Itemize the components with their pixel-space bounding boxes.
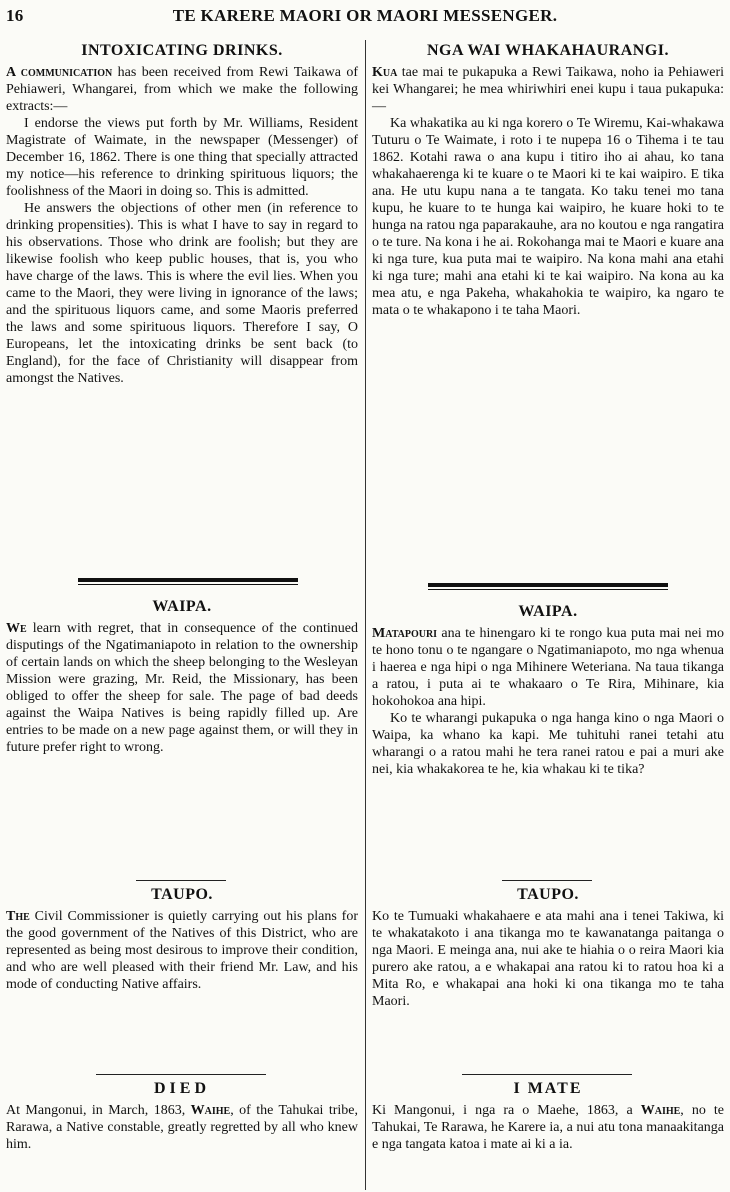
paragraph-text: learn with regret, that in consequence of the continued disputings of the Ngatimaniapoto in relation to the ownership of certain lands on which the sheep belonging to the Wesleyan Mission were grazing, Mr. Reid, the Missionary, has been obliged to offer the sheep for sale. The page of bad deeds against the Waipa Natives is being rapidly filled up. Are entries to be made on a new page against them, or will they in future prefer right to wrong. — [6, 621, 358, 755]
section-rule — [136, 880, 226, 881]
article-paragraph — [6, 1102, 358, 1153]
running-title: TE KARERE MAORI OR MAORI MESSENGER. — [172, 6, 558, 25]
paragraph-text: Ki Mangonui, i nga ra o Maehe, 1863, a — [372, 1103, 641, 1118]
person-name: Waihe — [640, 1103, 681, 1118]
page-number: 16 — [6, 6, 24, 25]
notice-died — [6, 1080, 358, 1153]
article-paragraph — [6, 908, 358, 993]
article-taupo — [6, 886, 358, 993]
section-rule — [462, 1074, 632, 1075]
person-name: Waihe — [190, 1103, 231, 1118]
lead-word: The — [6, 909, 30, 924]
paragraph-text: , no te Tahukai, Te Rarawa, he Karere ia, a nui atu tona manaakitanga e nga tangata katoa i mate ai ki a ia. — [372, 1103, 724, 1152]
section-rule — [78, 578, 298, 582]
article-taupo-maori — [372, 886, 724, 1010]
article-paragraph: He answers the objections of other men (in reference to drinking propensities). This is what I have to say in regard to his observations. Those who drink are foolish; but they are likewise foolish who keep public houses, that is, you who have charge of the laws. This is where the evil lies. When you came to the Maori, they were living in ignorance of the laws; and the spirituous liquors came, and some Maoris preferred the laws and some spirituous liquors. Therefore I say, O Europeans, let the intoxicating drinks be sent back (to England), for the face of Christianity will disappear from amongst the Natives. — [6, 201, 358, 386]
lead-word: Kua — [372, 65, 398, 80]
article-title: DIED — [153, 1080, 210, 1097]
article-title: WAIPA. — [518, 603, 578, 620]
paragraph-text: Civil Commissioner is quietly carrying out his plans for the good government of the Natives of this District, who are represented as being most desirous to improve their condition, and who are well pleased with their friend Mr. Law, and his mode of conducting Native affairs. — [6, 909, 358, 992]
article-title: INTOXICATING DRINKS. — [81, 42, 283, 59]
article-paragraph — [6, 64, 358, 115]
paragraph-text: tae mai te pukapuka a Rewi Taikawa, noho ia Pehiaweri kei Whangarei; he mea whiriwhiri enei kupu i taua pukapuka:— — [372, 65, 724, 114]
paragraph-text: At Mangonui, in March, 1863, — [6, 1103, 191, 1118]
article-paragraph — [372, 625, 724, 710]
lead-word: We — [6, 621, 27, 636]
article-title: NGA WAI WHAKAHAURANGI. — [427, 42, 669, 59]
lead-word: A communication — [6, 65, 113, 80]
section-rule — [96, 1074, 266, 1075]
article-intoxicating-drinks — [6, 42, 358, 387]
article-paragraph: Ka whakatika au ki nga korero o Te Wiremu, Kai-whakawa Tuturu o Te Waimate, i roto i te nupepa 16 o Tihema i te tau 1862. Kotahi rawa o ana kupu i titiro iho ai ahau, ko tana whakahaerenga ki te kuare o te Maori ki te kai waipiro. E tika ana. He utu kupu nana a te tangata. Ko taku tenei mo tana kupu, he kuare to te hunga kai waipiro, he kuare hoki to te hunga na ratou nga paparakauhe, ara no koutou e nga rangatira o te ture. Na kona i he ai. Rokohanga mai te Maori e kuare ana ki nga ture, kua puta mai te waipiro. Na kona mahi ana etahi ki nga ture; mahi ana etahi ki te kai waipiro. Na kona au ka mea atu, e nga Pakeha, whakahokia te waipiro, ka ngaro te mata o te whakapono i te taha Maori. — [372, 116, 724, 318]
article-paragraph: Ko te Tumuaki whakahaere e ata mahi ana i tenei Takiwa, ki te whakatakoto i ana tikanga mo te kawanatanga paitanga o nga Maori. E meinga ana, nui ake te hiahia o o reira Maori kia purero ake ratou, a e whakapai ana ratou ki to ratou hoa ki a Mita Ro, e whakapai ana hoki ki ona tikanga mo te taha Maori. — [372, 909, 724, 1009]
article-nga-wai-whakahaurangi — [372, 42, 724, 319]
column-divider — [365, 40, 366, 1190]
page-header — [0, 4, 730, 30]
article-title: TAUPO. — [151, 886, 213, 903]
article-title: I MATE — [513, 1080, 583, 1097]
article-paragraph — [372, 64, 724, 115]
article-waipa — [6, 598, 358, 756]
paragraph-text: ana te hinengaro ki te rongo kua puta mai nei mo te hono tonu o te ngangare o Ngatimaniapoto, mo nga whenua i haerea e nga hipi o nga Mihinere Weteriana. Na taua tikanga a ratou, i puta ai te whakaaro o Te Rira, Mihinare, kia hokohokoa ana hipi. — [372, 626, 724, 709]
article-title: WAIPA. — [152, 598, 212, 615]
paragraph-text: , of the Tahukai tribe, Rarawa, a Native constable, greatly regretted by all who knew him. — [6, 1103, 359, 1152]
notice-i-mate — [372, 1080, 724, 1153]
article-waipa-maori — [372, 603, 724, 778]
article-paragraph — [6, 620, 358, 756]
article-paragraph: I endorse the views put forth by Mr. Williams, Resident Magistrate of Waimate, in the newspaper (Messenger) of December 16, 1862. There is one thing that specially attracted my notice—his reference to drinking spirituous liquors; the foolishness of the Maori in doing so. This is admitted. — [6, 116, 358, 199]
paragraph-text: has been received from Rewi Taikawa of Pehiaweri, Whangarei, from which we make the following extracts:— — [6, 65, 359, 114]
article-paragraph — [372, 1102, 724, 1153]
section-rule — [428, 583, 668, 587]
section-rule — [502, 880, 592, 881]
lead-word: Matapouri — [372, 626, 438, 641]
article-paragraph: Ko te wharangi pukapuka o nga hanga kino o nga Maori o Waipa, ka whano ka kapi. Me tuhituhi ranei tetahi atu wharangi o a ratou mahi he tera ranei ratou e pai a muri ake nei, kia whakakorea te he, kia whakau ki te tika? — [372, 711, 724, 777]
article-title: TAUPO. — [517, 886, 579, 903]
